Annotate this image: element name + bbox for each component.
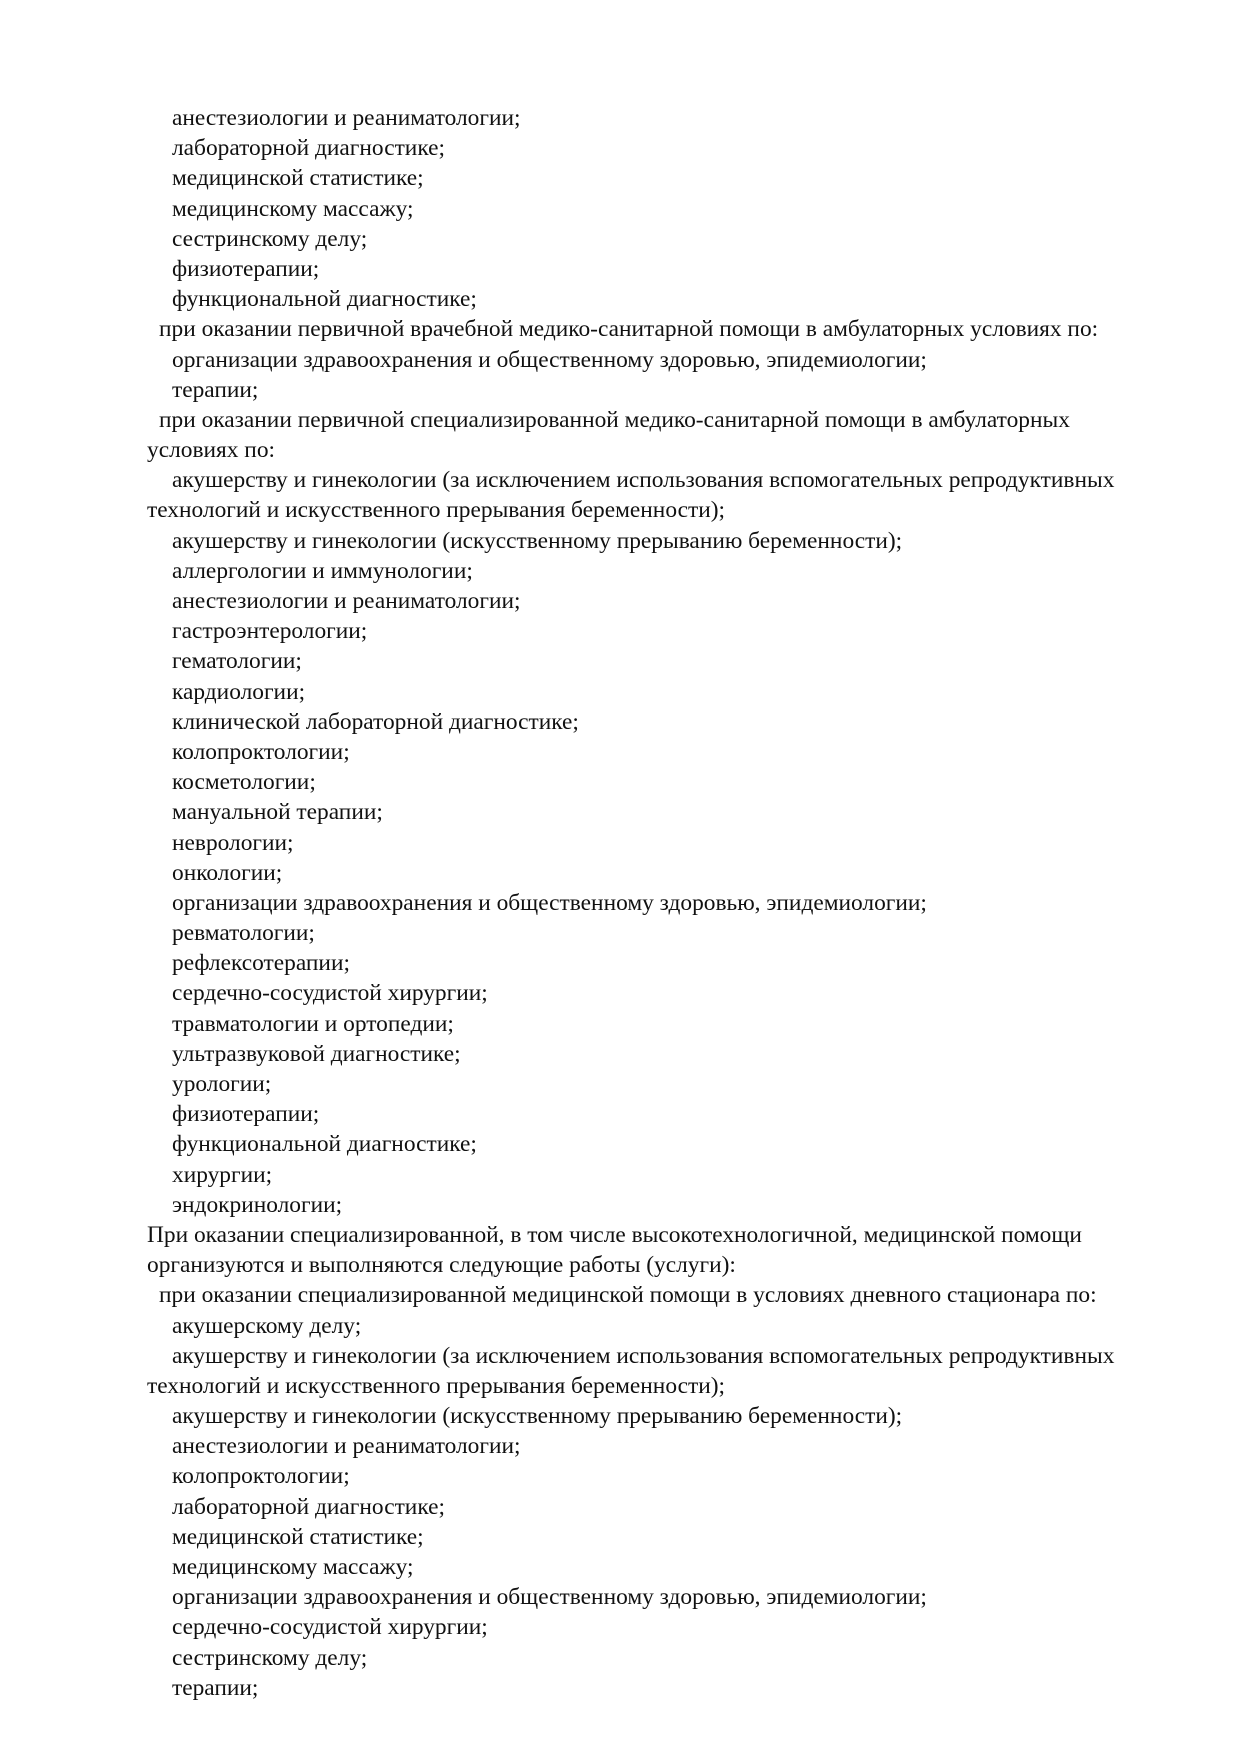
document-line: сестринскому делу; — [172, 1644, 368, 1671]
document-line: хирургии; — [172, 1161, 273, 1188]
document-line: акушерству и гинекологии (искусственному прерыванию беременности); — [172, 527, 903, 554]
document-line: организации здравоохранения и общественному здоровью, эпидемиологии; — [172, 889, 927, 916]
document-line: анестезиологии и реаниматологии; — [172, 1433, 521, 1460]
document-line: аллергологии и иммунологии; — [172, 557, 473, 584]
document-line: колопроктологии; — [172, 1463, 350, 1490]
document-line: онкологии; — [172, 859, 283, 886]
document-line: мануальной терапии; — [172, 799, 383, 826]
document-line: технологий и искусственного прерывания беременности); — [147, 497, 726, 524]
document-line: акушерству и гинекологии (за исключением использования вспомогательных репродуктивных — [172, 467, 1115, 494]
document-line: ревматологии; — [172, 920, 315, 947]
document-line: гематологии; — [172, 648, 302, 675]
document-line: клинической лабораторной диагностике; — [172, 708, 579, 735]
document-line: условиях по: — [147, 437, 276, 464]
document-line: акушерству и гинекологии (искусственному прерыванию беременности); — [172, 1403, 903, 1430]
document-line: косметологии; — [172, 769, 316, 796]
document-line: медицинской статистике; — [172, 165, 424, 192]
document-line: технологий и искусственного прерывания беременности); — [147, 1372, 726, 1399]
document-line: функциональной диагностике; — [172, 1131, 477, 1158]
document-line: медицинскому массажу; — [172, 195, 414, 222]
document-line: травматологии и ортопедии; — [172, 1010, 454, 1037]
document-line: при оказании первичной специализированной медико-санитарной помощи в амбулаторных — [159, 406, 1070, 433]
document-line: сердечно-сосудистой хирургии; — [172, 980, 488, 1007]
document-line: ультразвуковой диагностике; — [172, 1040, 461, 1067]
document-line: эндокринологии; — [172, 1191, 343, 1218]
document-line: терапии; — [172, 1674, 259, 1701]
document-line: акушерству и гинекологии (за исключением использования вспомогательных репродуктивных — [172, 1342, 1115, 1369]
document-line: терапии; — [172, 376, 259, 403]
document-line: физиотерапии; — [172, 1101, 320, 1128]
document-line: акушерскому делу; — [172, 1312, 362, 1339]
document-line: медицинскому массажу; — [172, 1554, 414, 1580]
document-line: кардиологии; — [172, 678, 306, 705]
document-line: сердечно-сосудистой хирургии; — [172, 1614, 488, 1641]
document-line: физиотерапии; — [172, 255, 320, 282]
document-line: медицинской статистике; — [172, 1523, 424, 1550]
document-line: при оказании специализированной медицинской помощи в условиях дневного стационара по: — [159, 1282, 1097, 1309]
document-line: организации здравоохранения и общественному здоровью, эпидемиологии; — [172, 1584, 927, 1611]
document-body — [147, 103, 1187, 1703]
document-line: неврологии; — [172, 829, 294, 856]
document-line: сестринскому делу; — [172, 225, 368, 252]
document-line: организуются и выполняются следующие работы (услуги): — [147, 1252, 736, 1279]
document-line: при оказании первичной врачебной медико-санитарной помощи в амбулаторных условиях по: — [159, 316, 1099, 343]
document-line: колопроктологии; — [172, 738, 350, 765]
document-line: организации здравоохранения и общественному здоровью, эпидемиологии; — [172, 346, 927, 373]
document-line: рефлексотерапии; — [172, 950, 350, 977]
document-line: лабораторной диагностике; — [172, 135, 445, 162]
document-line: лабораторной диагностике; — [172, 1493, 445, 1520]
document-line: урологии; — [172, 1071, 272, 1097]
document-line: анестезиологии и реаниматологии; — [172, 588, 521, 614]
document-line: гастроэнтерологии; — [172, 618, 368, 645]
document-line: анестезиологии и реаниматологии; — [172, 105, 521, 131]
document-line: функциональной диагностике; — [172, 286, 477, 313]
document-line: При оказании специализированной, в том числе высокотехнологичной, медицинской помощи — [147, 1221, 1082, 1248]
